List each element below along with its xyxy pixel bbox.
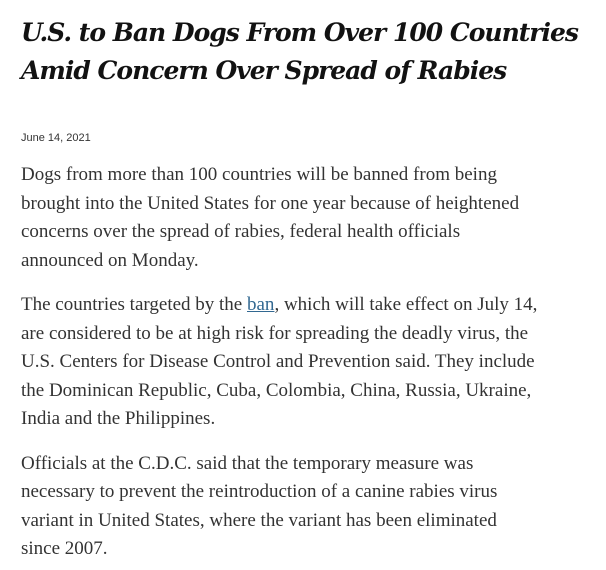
paragraph-line: brought into the United States for one year because of heightened: [21, 192, 520, 214]
paragraph-line: announced on Monday.: [21, 249, 199, 271]
paragraph-text: The countries targeted by the: [21, 294, 247, 315]
paragraph-line: the Dominican Republic, Cuba, Colombia, China, Russia, Ukraine,: [21, 379, 532, 401]
headline-line: U.S. to Ban Dogs From Over 100 Countries: [21, 18, 578, 47]
paragraph-line: variant in United States, where the variant has been eliminated: [21, 509, 497, 531]
paragraph-line: Officials at the C.D.C. said that the temporary measure was: [21, 452, 474, 474]
paragraph-text: , which will take effect on July 14,: [274, 294, 538, 315]
paragraph-line: India and the Philippines.: [21, 408, 216, 429]
headline: [21, 14, 593, 90]
paragraph-line: necessary to prevent the reintroduction of a canine rabies virus: [21, 481, 498, 502]
paragraph-line: Dogs from more than 100 countries will be banned from being: [21, 164, 497, 185]
paragraph-1: [21, 161, 593, 275]
paragraph-2: [21, 291, 593, 434]
paragraph-line: concerns over the spread of rabies, federal health officials: [21, 221, 461, 242]
headline-line: Amid Concern Over Spread of Rabies: [21, 56, 507, 85]
paragraph-line: since 2007.: [21, 538, 108, 559]
ban-link[interactable]: ban: [247, 294, 275, 315]
paragraph-line: are considered to be at high risk for spreading the deadly virus, the: [21, 322, 529, 344]
paragraph-line: U.S. Centers for Disease Control and Prevention said. They include: [21, 351, 535, 372]
publish-date: June 14, 2021: [21, 132, 91, 144]
paragraph-3: [21, 450, 593, 564]
paragraph-line: [21, 291, 593, 320]
article: [21, 14, 593, 564]
